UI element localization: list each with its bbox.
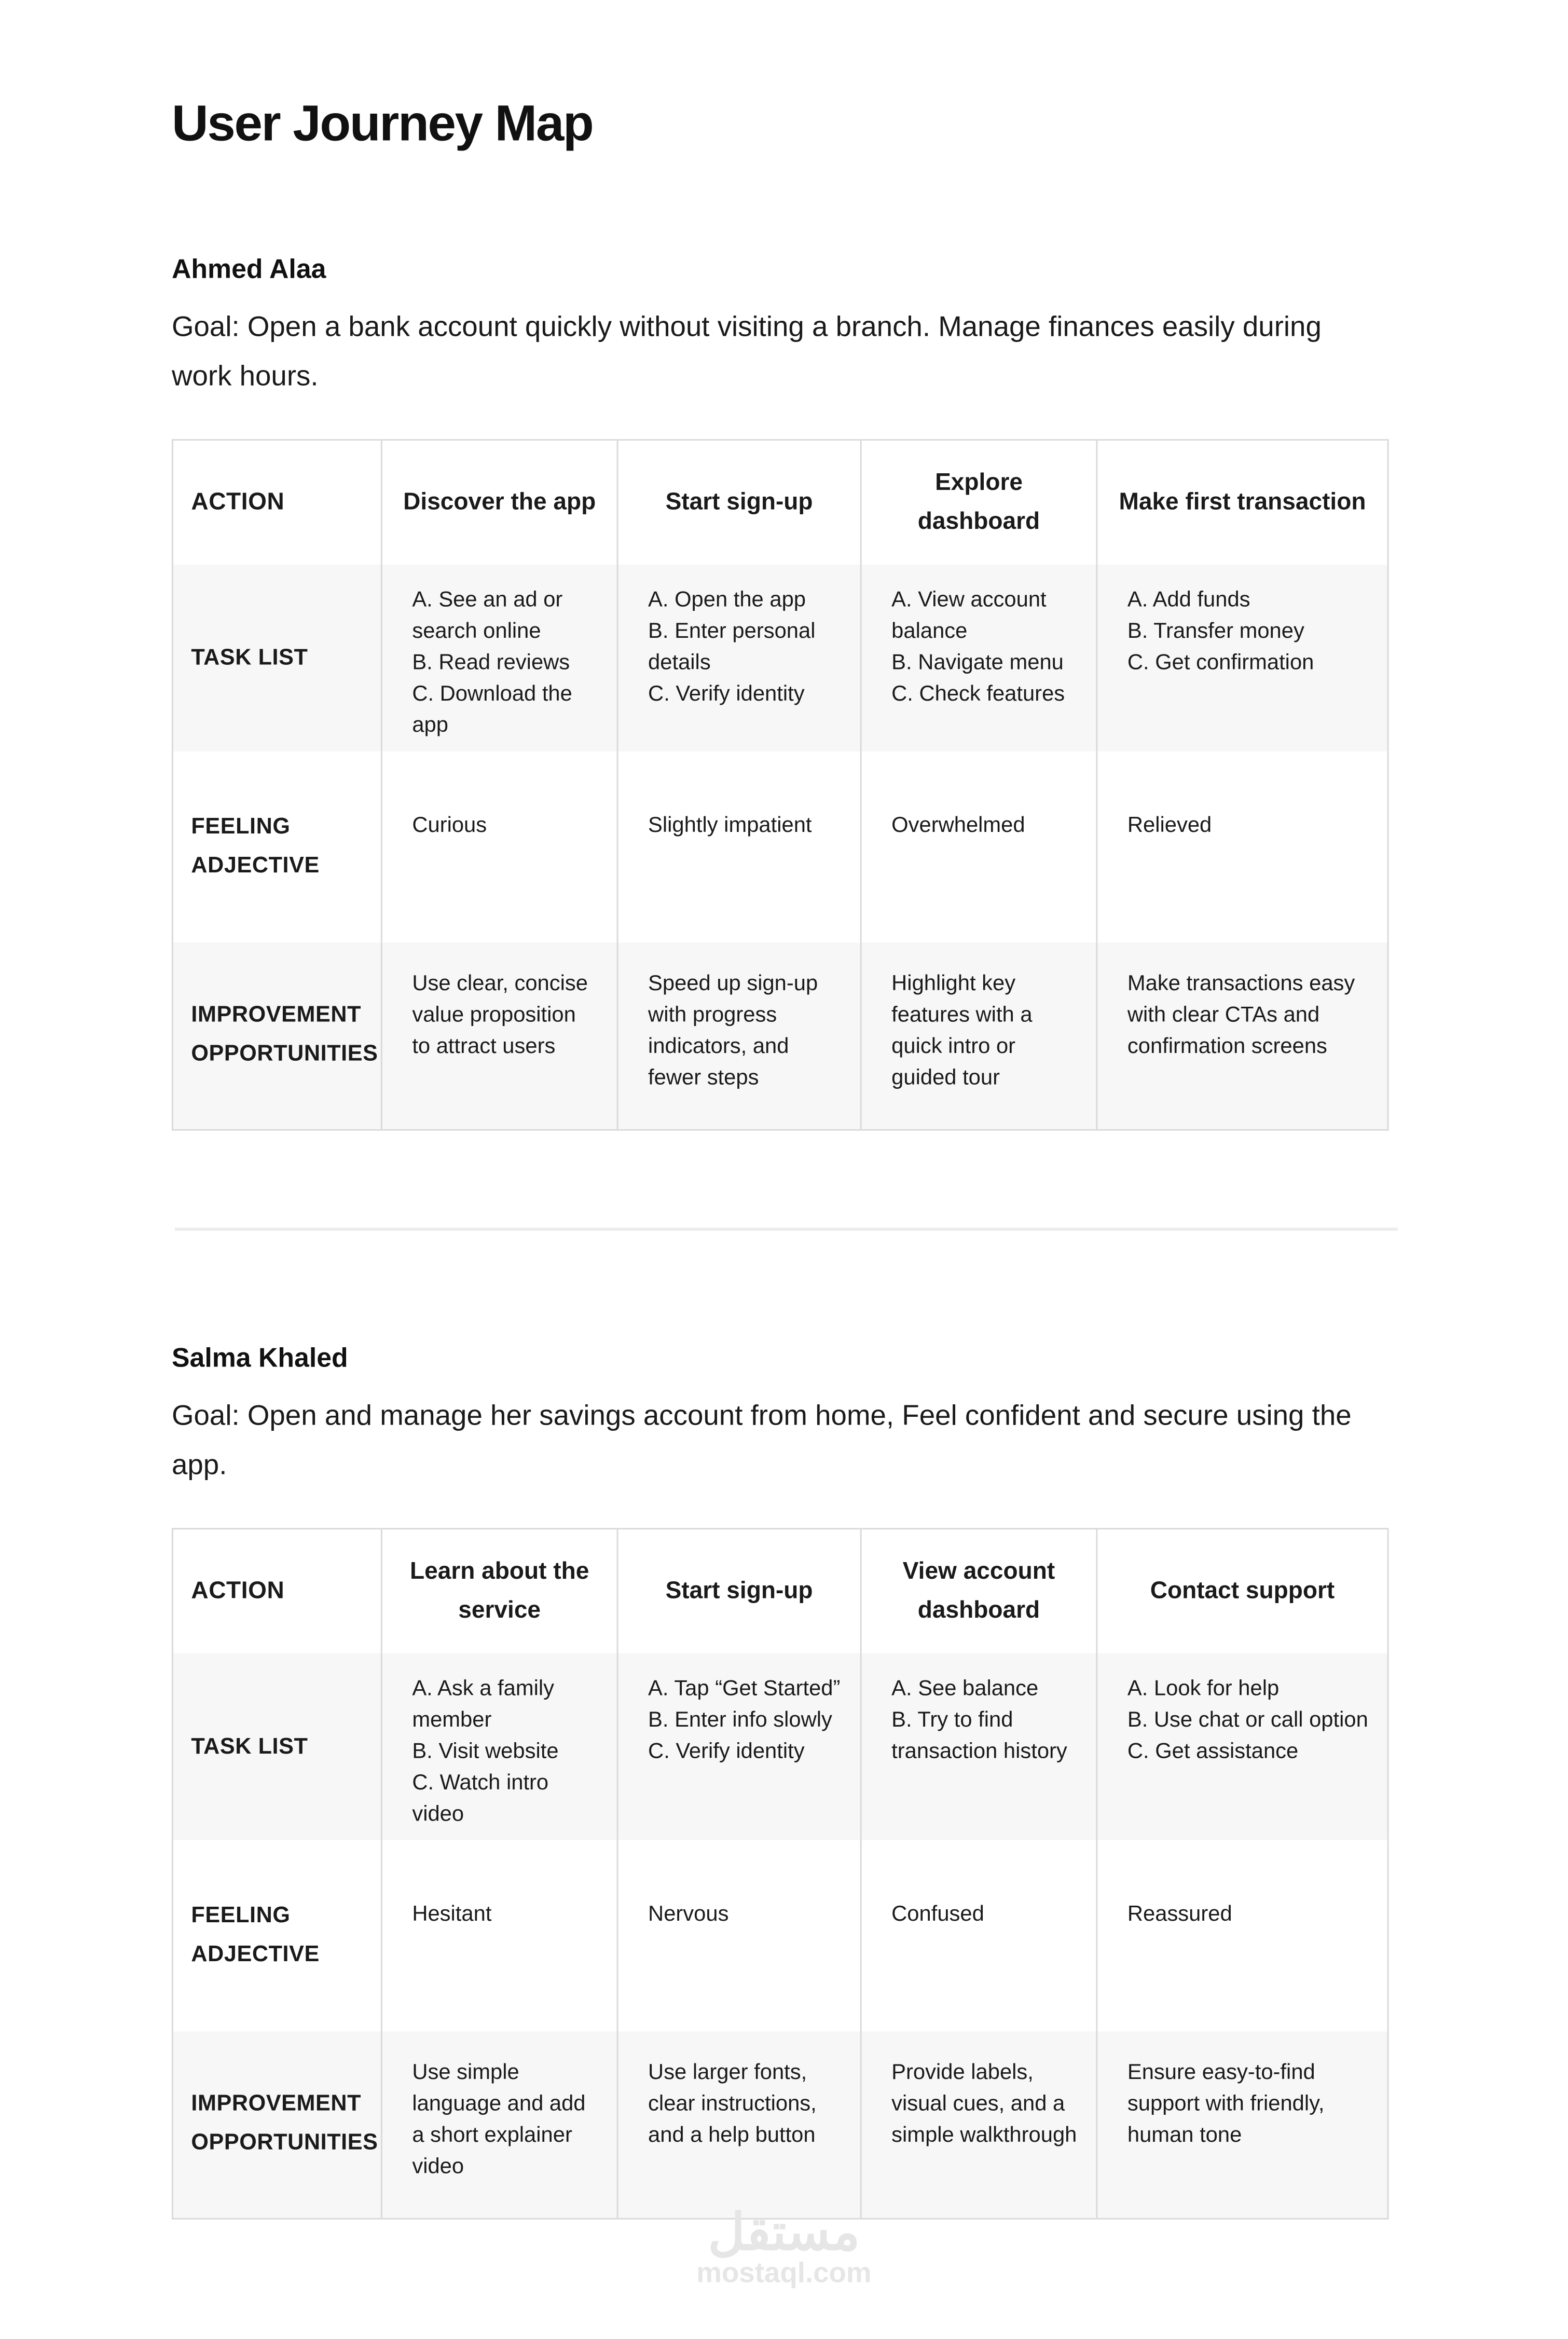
row-action [172, 440, 1388, 565]
task-item: A. View account balance [891, 588, 1047, 644]
task-item: C. Download the app [412, 682, 572, 738]
improvement-cell: Highlight key features with a quick intro or guided tour [861, 942, 1097, 1129]
improvement-cell: Ensure easy-to-find support with friendly, human tone [1097, 2031, 1388, 2218]
stage-header: View account dashboard [861, 1529, 1097, 1653]
persona-goal: Goal: Open a bank account quickly without visiting a branch. Manage finances easily during work hours. [171, 312, 1322, 393]
task-item: C. Verify identity [648, 682, 805, 707]
tasks-cell [381, 1653, 617, 1840]
section-divider [175, 1228, 1398, 1231]
row-improvement [172, 2031, 1388, 2218]
task-item: B. Enter personal details [648, 620, 816, 675]
page-title: User Journey Map [171, 95, 593, 153]
improvement-cell: Use simple language and add a short explainer video [381, 2031, 617, 2218]
stage-header: Make first transaction [1097, 440, 1388, 565]
task-item: C. Watch intro video [412, 1771, 549, 1827]
task-item: A. Look for help [1127, 1677, 1280, 1702]
task-item: B. Use chat or call option [1127, 1708, 1368, 1733]
task-item: C. Check features [891, 682, 1065, 707]
tasks-cell [1097, 565, 1388, 751]
journey-table [172, 1528, 1389, 2219]
row-label: FEELING ADJECTIVE [191, 1903, 320, 1967]
row-feeling [172, 751, 1388, 942]
tasks-cell [861, 565, 1097, 751]
feeling-cell: Confused [861, 1840, 1097, 2031]
row-label: TASK LIST [191, 1733, 308, 1759]
row-action [172, 1529, 1388, 1653]
tasks-cell [1097, 1653, 1388, 1840]
task-item: A. Open the app [648, 588, 806, 612]
task-item: B. Visit website [412, 1740, 559, 1764]
persona-header [172, 1343, 1366, 1490]
watermark-latin: mostaql.com [696, 2258, 872, 2290]
tasks-cell [381, 565, 617, 751]
row-label: TASK LIST [191, 644, 308, 670]
task-item: A. Tap “Get Started” [648, 1677, 841, 1702]
feeling-cell: Curious [381, 751, 617, 942]
persona-header [172, 254, 1366, 402]
task-item: B. Transfer money [1127, 620, 1304, 644]
feeling-cell: Reassured [1097, 1840, 1388, 2031]
row-feeling [172, 1840, 1388, 2031]
task-item: A. See an ad or search online [412, 588, 563, 644]
stage-header: Start sign-up [617, 440, 861, 565]
feeling-cell: Slightly impatient [617, 751, 861, 942]
stage-header: Explore dashboard [861, 440, 1097, 565]
improvement-cell: Provide labels, visual cues, and a simple walkthrough [861, 2031, 1097, 2218]
row-label: FEELING ADJECTIVE [191, 814, 320, 879]
row-label: IMPROVEMENT OPPORTUNITIES [191, 2091, 378, 2156]
feeling-cell: Relieved [1097, 751, 1388, 942]
stage-header: Contact support [1097, 1529, 1388, 1653]
row-tasks [172, 565, 1388, 751]
watermark-arabic: مستقل [708, 2204, 860, 2262]
watermark-logo [657, 2204, 911, 2291]
improvement-cell: Use clear, concise value proposition to attract users [381, 942, 617, 1129]
stage-header: Discover the app [381, 440, 617, 565]
task-item: C. Verify identity [648, 1740, 805, 1764]
row-label: IMPROVEMENT OPPORTUNITIES [191, 1002, 378, 1067]
task-item: A. Add funds [1127, 588, 1250, 612]
improvement-cell: Use larger fonts, clear instructions, and a help button [617, 2031, 861, 2218]
stage-header: Learn about the service [381, 1529, 617, 1653]
persona-name: Ahmed Alaa [171, 254, 326, 284]
feeling-cell: Hesitant [381, 1840, 617, 2031]
improvement-cell: Make transactions easy with clear CTAs and confirmation screens [1097, 942, 1388, 1129]
improvement-cell: Speed up sign-up with progress indicators, and fewer steps [617, 942, 861, 1129]
task-item: B. Read reviews [412, 651, 570, 675]
task-item: B. Enter info slowly [648, 1708, 832, 1733]
row-tasks [172, 1653, 1388, 1840]
task-item: C. Get assistance [1127, 1740, 1299, 1764]
persona-name: Salma Khaled [171, 1343, 348, 1373]
row-label: ACTION [191, 489, 285, 515]
task-item: B. Navigate menu [891, 651, 1064, 675]
task-item: B. Try to find transaction history [891, 1708, 1067, 1764]
tasks-cell [861, 1653, 1097, 1840]
row-improvement [172, 942, 1388, 1129]
journey-table [172, 439, 1389, 1130]
feeling-cell: Overwhelmed [861, 751, 1097, 942]
row-label: ACTION [191, 1578, 285, 1604]
tasks-cell [617, 565, 861, 751]
task-item: C. Get confirmation [1127, 651, 1314, 675]
stage-header: Start sign-up [617, 1529, 861, 1653]
task-item: A. Ask a family member [412, 1677, 555, 1733]
task-item: A. See balance [891, 1677, 1039, 1702]
tasks-cell [617, 1653, 861, 1840]
persona-goal: Goal: Open and manage her savings account from home, Feel confident and secure using the app. [171, 1401, 1352, 1482]
feeling-cell: Nervous [617, 1840, 861, 2031]
